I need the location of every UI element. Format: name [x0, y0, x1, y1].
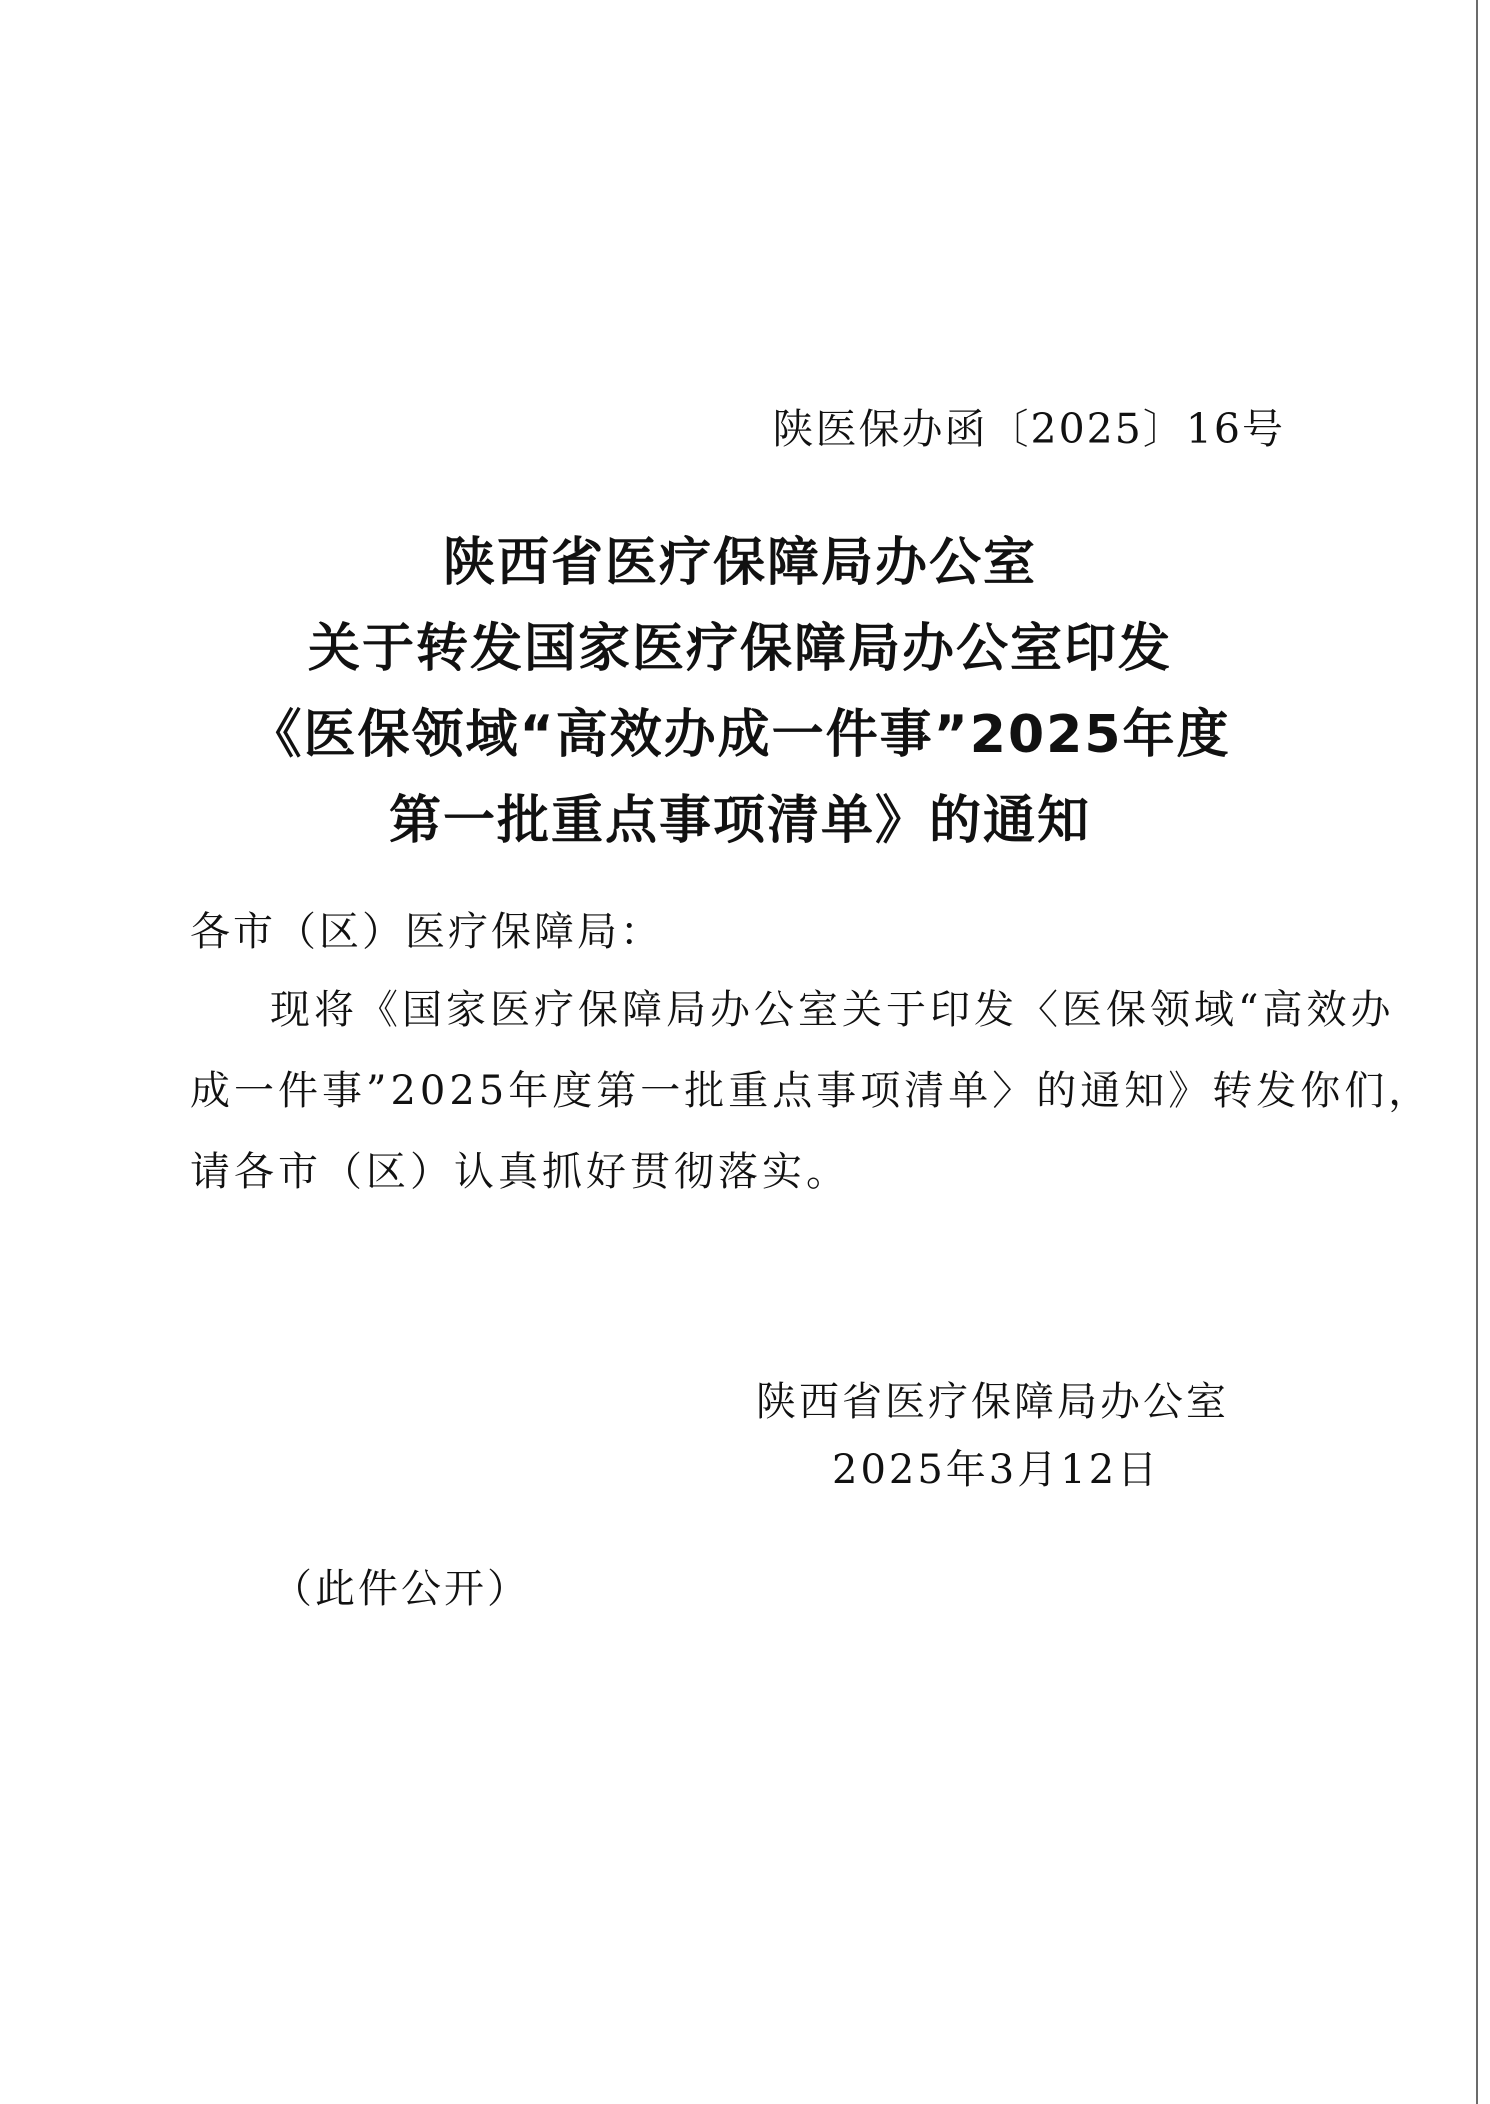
body-line: 请各市（区）认真抓好贯彻落实。	[190, 1149, 850, 1195]
signature-organization: 陕西省医疗保障局办公室	[756, 1379, 1229, 1425]
document-title	[230, 520, 1250, 864]
body-line: 现将《国家医疗保障局办公室关于印发〈医保领域“高效办	[270, 987, 1395, 1033]
title-line: 关于转发国家医疗保障局办公室印发	[307, 619, 1172, 679]
title-line: 第一批重点事项清单》的通知	[388, 791, 1091, 851]
scan-edge-line	[1476, 0, 1478, 2104]
document-number: 陕医保办函〔2025〕16号	[772, 405, 1285, 453]
body-line: 成一件事”2025年度第一批重点事项清单〉的通知》转发你们，	[190, 1068, 1433, 1114]
salutation: 各市（区）医疗保障局：	[190, 909, 663, 955]
title-line: 《医保领域“高效办成一件事”2025年度	[249, 705, 1231, 765]
body-paragraph	[190, 970, 1433, 1213]
public-disclosure-note: （此件公开）	[272, 1566, 530, 1612]
signature-date: 2025年3月12日	[832, 1447, 1161, 1493]
title-line: 陕西省医疗保障局办公室	[442, 533, 1037, 593]
